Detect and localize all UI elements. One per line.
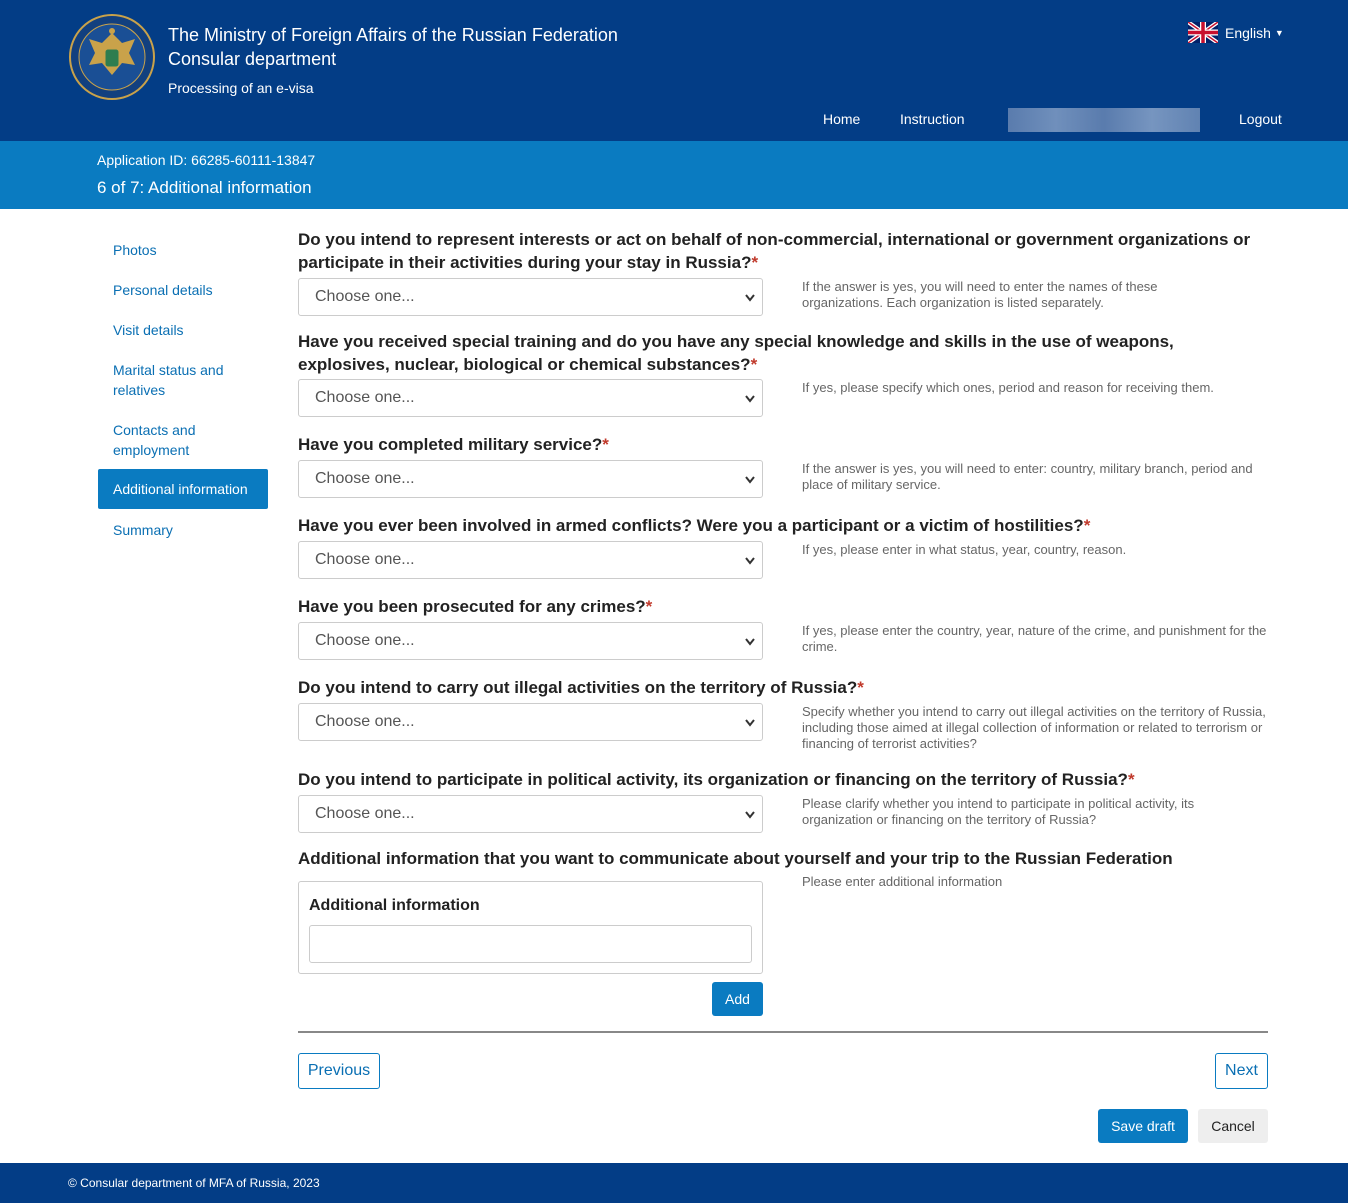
select-political-activity[interactable]: Choose one...: [298, 795, 763, 833]
additional-info-heading: Additional information that you want to communicate about yourself and your trip to the Russian Federation: [298, 849, 1173, 868]
site-footer: [0, 1163, 1348, 1203]
select-armed-conflicts[interactable]: Choose one...: [298, 541, 763, 579]
chevron-down-icon: [744, 810, 756, 820]
required-marker: *: [602, 435, 609, 454]
additional-info-input[interactable]: [309, 925, 752, 963]
nav-home[interactable]: Home: [823, 111, 861, 127]
sidebar-item-contacts-employment[interactable]: Contacts and employment: [113, 422, 196, 458]
application-band: [0, 141, 1348, 209]
question-hint: If yes, please enter the country, year, nature of the crime, and punishment for the crime.: [802, 623, 1267, 654]
caret-down-icon: ▼: [1274, 27, 1284, 38]
question-hint: If yes, please specify which ones, period and reason for receiving them.: [802, 380, 1214, 395]
uk-flag-icon: [1188, 22, 1218, 43]
question-label: Do you intend to carry out illegal activities on the territory of Russia?*: [298, 678, 864, 697]
select-non-commercial-organizations[interactable]: Choose one...: [298, 278, 763, 316]
additional-info-label: Additional information: [309, 897, 480, 914]
select-military-service[interactable]: Choose one...: [298, 460, 763, 498]
additional-info-hint: Please enter additional information: [802, 874, 1003, 889]
select-special-training[interactable]: Choose one...: [298, 379, 763, 417]
consular-emblem-icon: [67, 13, 158, 101]
chevron-down-icon: [744, 475, 756, 485]
question-label: Have you completed military service?*: [298, 435, 609, 454]
language-dropdown[interactable]: [1188, 22, 1284, 43]
save-draft-button[interactable]: Save draft: [1098, 1109, 1188, 1143]
select-illegal-activities[interactable]: Choose one...: [298, 703, 763, 741]
chevron-down-icon: [744, 718, 756, 728]
department-title: Consular department: [168, 49, 337, 69]
required-marker: *: [1083, 516, 1091, 535]
question-label: Have you ever been involved in armed conflicts? Were you a participant or a victim of hostilities?*: [298, 516, 1091, 535]
add-button[interactable]: Add: [712, 982, 763, 1016]
select-prosecuted-crimes[interactable]: Choose one...: [298, 622, 763, 660]
question-label: Have you received special training and do you have any special knowledge and skills in the use of weapons, explosives, nuclear, biological or chemical substances?*: [298, 332, 1174, 374]
required-marker: *: [750, 355, 758, 374]
step-title: 6 of 7: Additional information: [97, 178, 312, 197]
sidebar-item-additional-information[interactable]: Additional information: [98, 469, 268, 509]
question-hint: If the answer is yes, you will need to enter the names of these organizations. Each organization is listed separately.: [802, 279, 1158, 310]
previous-button[interactable]: Previous: [298, 1053, 380, 1089]
question-label: Do you intend to represent interests or act on behalf of non-commercial, international or government organizations or participate in their activities during your stay in Russia?*: [298, 230, 1251, 272]
next-button[interactable]: Next: [1215, 1053, 1268, 1089]
question-hint: If yes, please enter in what status, year, country, reason.: [802, 542, 1127, 557]
user-name-redacted: [1008, 108, 1200, 132]
sidebar-item-personal-details[interactable]: Personal details: [113, 282, 213, 298]
chevron-down-icon: [744, 637, 756, 647]
sidebar-item-photos[interactable]: Photos: [113, 242, 157, 258]
sidebar-item-summary[interactable]: Summary: [113, 522, 173, 538]
question-hint: Please clarify whether you intend to participate in political activity, its organization or financing on the territory of Russia?: [802, 796, 1195, 827]
question-label: Have you been prosecuted for any crimes?*: [298, 597, 653, 616]
language-label: English: [1225, 24, 1271, 41]
required-marker: *: [1127, 770, 1135, 789]
question-label: Do you intend to participate in political activity, its organization or financing on the territory of Russia?*: [298, 770, 1135, 789]
additional-info-box: [298, 881, 763, 974]
nav-instruction[interactable]: Instruction: [900, 111, 965, 127]
section-divider: [298, 1031, 1268, 1033]
required-marker: *: [751, 253, 759, 272]
sidebar-item-marital-status[interactable]: Marital status and relatives: [113, 362, 224, 398]
required-marker: *: [645, 597, 653, 616]
footer-copyright: © Consular department of MFA of Russia, 2023: [68, 1176, 320, 1190]
required-marker: *: [857, 678, 864, 697]
site-header: [0, 0, 1348, 141]
cancel-button[interactable]: Cancel: [1198, 1109, 1268, 1143]
nav-logout[interactable]: Logout: [1239, 111, 1282, 127]
chevron-down-icon: [744, 556, 756, 566]
service-subtitle: Processing of an e-visa: [168, 80, 314, 96]
question-hint: Specify whether you intend to carry out illegal activities on the territory of Russia, including those aimed at illegal collection of information or related to terrorism or financing of terrorist activities?: [802, 704, 1266, 751]
chevron-down-icon: [744, 293, 756, 303]
chevron-down-icon: [744, 394, 756, 404]
ministry-title: The Ministry of Foreign Affairs of the Russian Federation: [168, 25, 618, 45]
sidebar-item-visit-details[interactable]: Visit details: [113, 322, 184, 338]
application-id: Application ID: 66285-60111-13847: [97, 152, 316, 168]
question-hint: If the answer is yes, you will need to enter: country, military branch, period and place of military service.: [802, 461, 1253, 492]
